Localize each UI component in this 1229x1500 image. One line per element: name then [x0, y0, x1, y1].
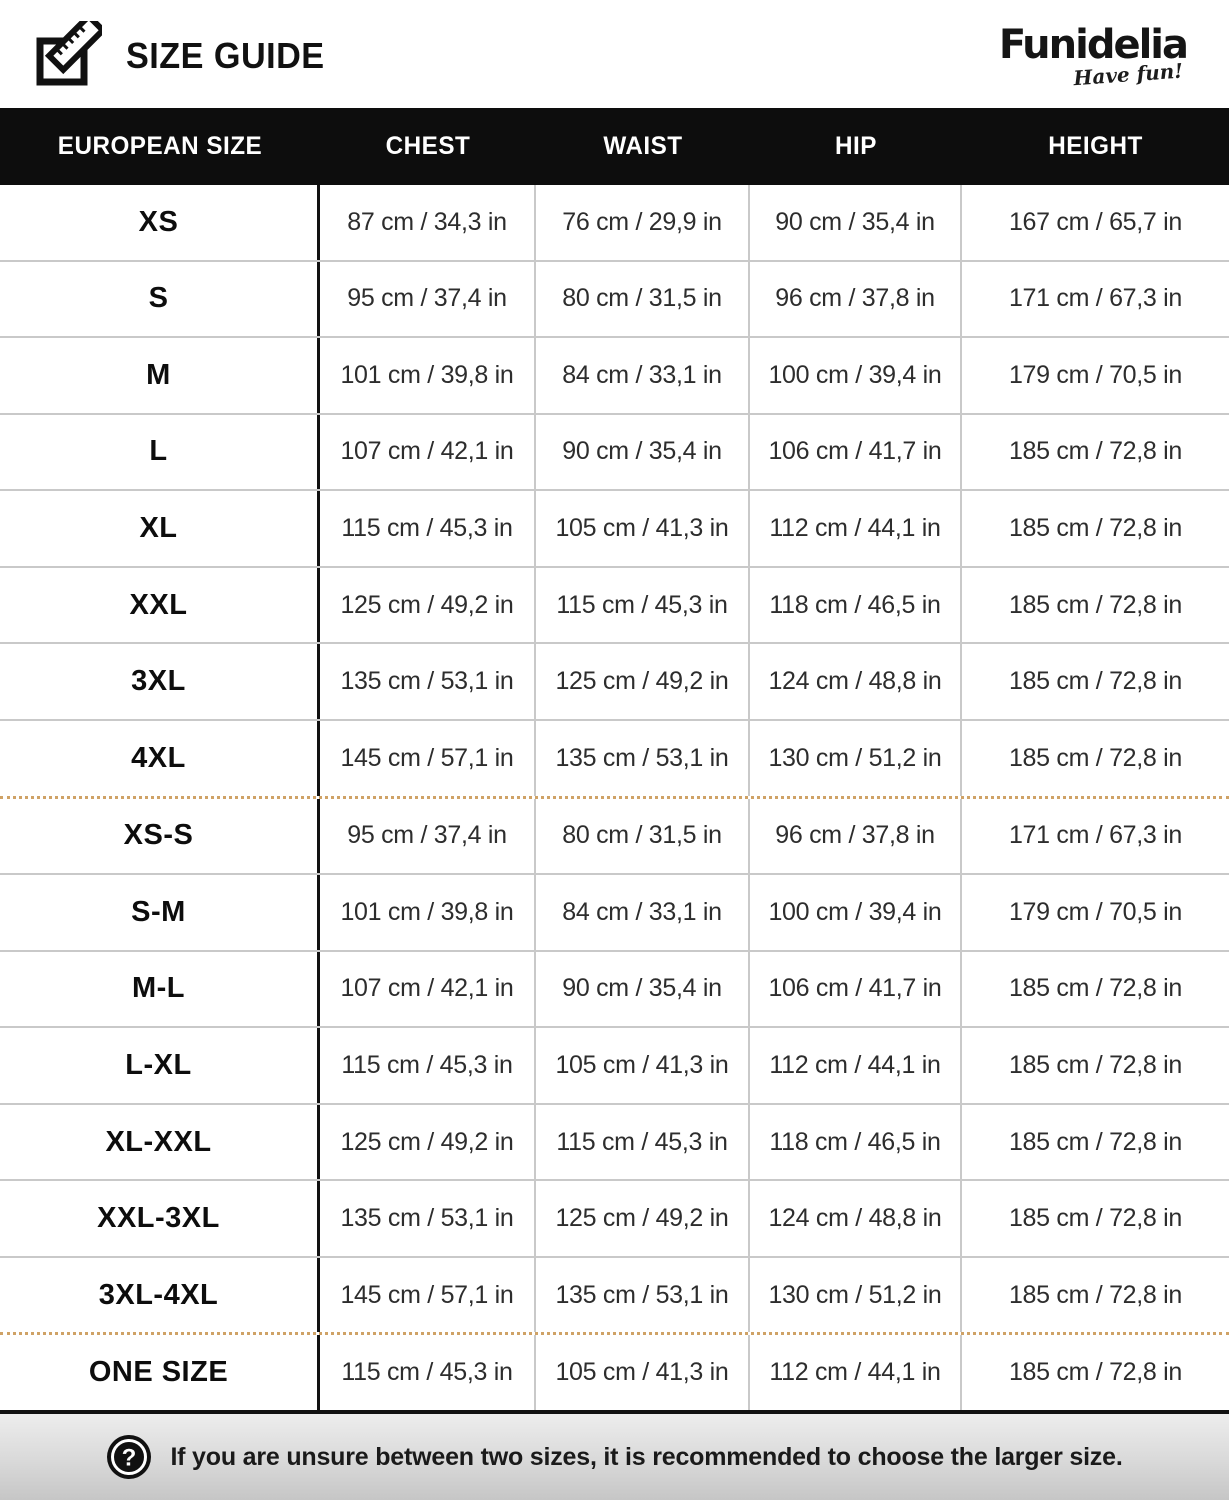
table-row — [0, 1103, 1229, 1180]
height-cell: 179 cm / 70,5 in — [1008, 360, 1183, 389]
size-cell: 3XL-4XL — [0, 1258, 320, 1333]
height-cell: 179 cm / 70,5 in — [1008, 897, 1183, 926]
size-cell: ONE SIZE — [0, 1335, 320, 1410]
brand-tagline: Have fun! — [1072, 58, 1184, 91]
chest-cell: 107 cm / 42,1 in — [320, 415, 536, 490]
height-cell: 171 cm / 67,3 in — [1008, 284, 1183, 313]
chest-cell: 101 cm / 39,8 in — [320, 875, 536, 950]
hip-cell: 90 cm / 35,4 in — [750, 185, 962, 260]
chest-cell: 135 cm / 53,1 in — [320, 644, 536, 719]
height-cell: 185 cm / 72,8 in — [1008, 437, 1183, 466]
hip-cell: 106 cm / 41,7 in — [750, 952, 962, 1027]
col-header-chest: CHEST — [385, 132, 471, 160]
hip-cell: 118 cm / 46,5 in — [750, 568, 962, 643]
size-cell: S — [0, 262, 320, 337]
hip-cell: 96 cm / 37,8 in — [750, 262, 962, 337]
waist-cell: 135 cm / 53,1 in — [536, 721, 750, 796]
table-row — [0, 1256, 1229, 1333]
col-header-european-size: EUROPEAN SIZE — [57, 132, 263, 160]
chest-cell: 101 cm / 39,8 in — [320, 338, 536, 413]
col-header-hip: HIP — [835, 132, 877, 160]
waist-cell: 80 cm / 31,5 in — [536, 262, 750, 337]
waist-cell: 125 cm / 49,2 in — [536, 644, 750, 719]
height-cell: 185 cm / 72,8 in — [1008, 667, 1183, 696]
size-cell: S-M — [0, 875, 320, 950]
brand-logo — [998, 22, 1187, 91]
height-cell: 185 cm / 72,8 in — [1008, 974, 1183, 1003]
size-cell: L — [0, 415, 320, 490]
table-row — [0, 950, 1229, 1027]
chest-cell: 135 cm / 53,1 in — [320, 1181, 536, 1256]
height-cell: 167 cm / 65,7 in — [1008, 207, 1183, 236]
chest-cell: 125 cm / 49,2 in — [320, 568, 536, 643]
size-cell: XL-XXL — [0, 1105, 320, 1180]
chest-cell: 115 cm / 45,3 in — [320, 1028, 536, 1103]
hip-cell: 124 cm / 48,8 in — [750, 1181, 962, 1256]
waist-cell: 90 cm / 35,4 in — [536, 952, 750, 1027]
chest-cell: 107 cm / 42,1 in — [320, 952, 536, 1027]
hip-cell: 130 cm / 51,2 in — [750, 721, 962, 796]
waist-cell: 84 cm / 33,1 in — [536, 338, 750, 413]
hip-cell: 130 cm / 51,2 in — [750, 1258, 962, 1333]
size-cell: XS-S — [0, 799, 320, 874]
table-header-row — [0, 108, 1229, 185]
table-row — [0, 260, 1229, 337]
size-cell: M-L — [0, 952, 320, 1027]
col-header-waist: WAIST — [603, 132, 683, 160]
waist-cell: 135 cm / 53,1 in — [536, 1258, 750, 1333]
chest-cell: 95 cm / 37,4 in — [320, 262, 536, 337]
table-row — [0, 336, 1229, 413]
table-row — [0, 642, 1229, 719]
hip-cell: 118 cm / 46,5 in — [750, 1105, 962, 1180]
waist-cell: 105 cm / 41,3 in — [536, 1335, 750, 1410]
table-row — [0, 796, 1229, 874]
size-cell: 4XL — [0, 721, 320, 796]
chest-cell: 145 cm / 57,1 in — [320, 1258, 536, 1333]
height-cell: 185 cm / 72,8 in — [1008, 590, 1183, 619]
hip-cell: 124 cm / 48,8 in — [750, 644, 962, 719]
chest-cell: 95 cm / 37,4 in — [320, 799, 536, 874]
table-row — [0, 566, 1229, 643]
height-cell: 185 cm / 72,8 in — [1008, 1127, 1183, 1156]
waist-cell: 125 cm / 49,2 in — [536, 1181, 750, 1256]
size-cell: L-XL — [0, 1028, 320, 1103]
svg-text:?: ? — [122, 1444, 137, 1472]
table-row — [0, 489, 1229, 566]
waist-cell: 80 cm / 31,5 in — [536, 799, 750, 874]
hip-cell: 112 cm / 44,1 in — [750, 491, 962, 566]
hip-cell: 96 cm / 37,8 in — [750, 799, 962, 874]
waist-cell: 90 cm / 35,4 in — [536, 415, 750, 490]
table-body — [0, 185, 1229, 1410]
waist-cell: 115 cm / 45,3 in — [536, 568, 750, 643]
table-row — [0, 719, 1229, 796]
size-cell: XXL-3XL — [0, 1181, 320, 1256]
hip-cell: 112 cm / 44,1 in — [750, 1335, 962, 1410]
height-cell: 185 cm / 72,8 in — [1008, 743, 1183, 772]
waist-cell: 105 cm / 41,3 in — [536, 491, 750, 566]
height-cell: 185 cm / 72,8 in — [1008, 1050, 1183, 1079]
page-title: SIZE GUIDE — [126, 35, 325, 76]
chest-cell: 87 cm / 34,3 in — [320, 185, 536, 260]
table-row — [0, 1026, 1229, 1103]
waist-cell: 76 cm / 29,9 in — [536, 185, 750, 260]
size-cell: XS — [0, 185, 320, 260]
hip-cell: 112 cm / 44,1 in — [750, 1028, 962, 1103]
table-row — [0, 1179, 1229, 1256]
size-cell: XXL — [0, 568, 320, 643]
title-group — [32, 21, 335, 92]
size-cell: M — [0, 338, 320, 413]
hip-cell: 100 cm / 39,4 in — [750, 875, 962, 950]
chest-cell: 115 cm / 45,3 in — [320, 491, 536, 566]
height-cell: 185 cm / 72,8 in — [1008, 514, 1183, 543]
footer-note — [0, 1414, 1229, 1500]
chest-cell: 125 cm / 49,2 in — [320, 1105, 536, 1180]
table-row — [0, 413, 1229, 490]
table-row — [0, 185, 1229, 260]
waist-cell: 84 cm / 33,1 in — [536, 875, 750, 950]
hip-cell: 100 cm / 39,4 in — [750, 338, 962, 413]
chest-cell: 115 cm / 45,3 in — [320, 1335, 536, 1410]
brand-name: Funidelia — [998, 22, 1187, 68]
table-row — [0, 873, 1229, 950]
hip-cell: 106 cm / 41,7 in — [750, 415, 962, 490]
table-row — [0, 1332, 1229, 1410]
waist-cell: 105 cm / 41,3 in — [536, 1028, 750, 1103]
waist-cell: 115 cm / 45,3 in — [536, 1105, 750, 1180]
height-cell: 185 cm / 72,8 in — [1008, 1204, 1183, 1233]
height-cell: 185 cm / 72,8 in — [1008, 1358, 1183, 1387]
title-bar — [0, 0, 1229, 108]
ruler-icon — [32, 21, 102, 92]
height-cell: 185 cm / 72,8 in — [1008, 1280, 1183, 1309]
chest-cell: 145 cm / 57,1 in — [320, 721, 536, 796]
col-header-height: HEIGHT — [1048, 132, 1143, 160]
height-cell: 171 cm / 67,3 in — [1008, 821, 1183, 850]
size-cell: XL — [0, 491, 320, 566]
size-cell: 3XL — [0, 644, 320, 719]
question-icon — [106, 1434, 152, 1480]
footer-text: If you are unsure between two sizes, it is recommended to choose the larger size. — [170, 1442, 1123, 1471]
